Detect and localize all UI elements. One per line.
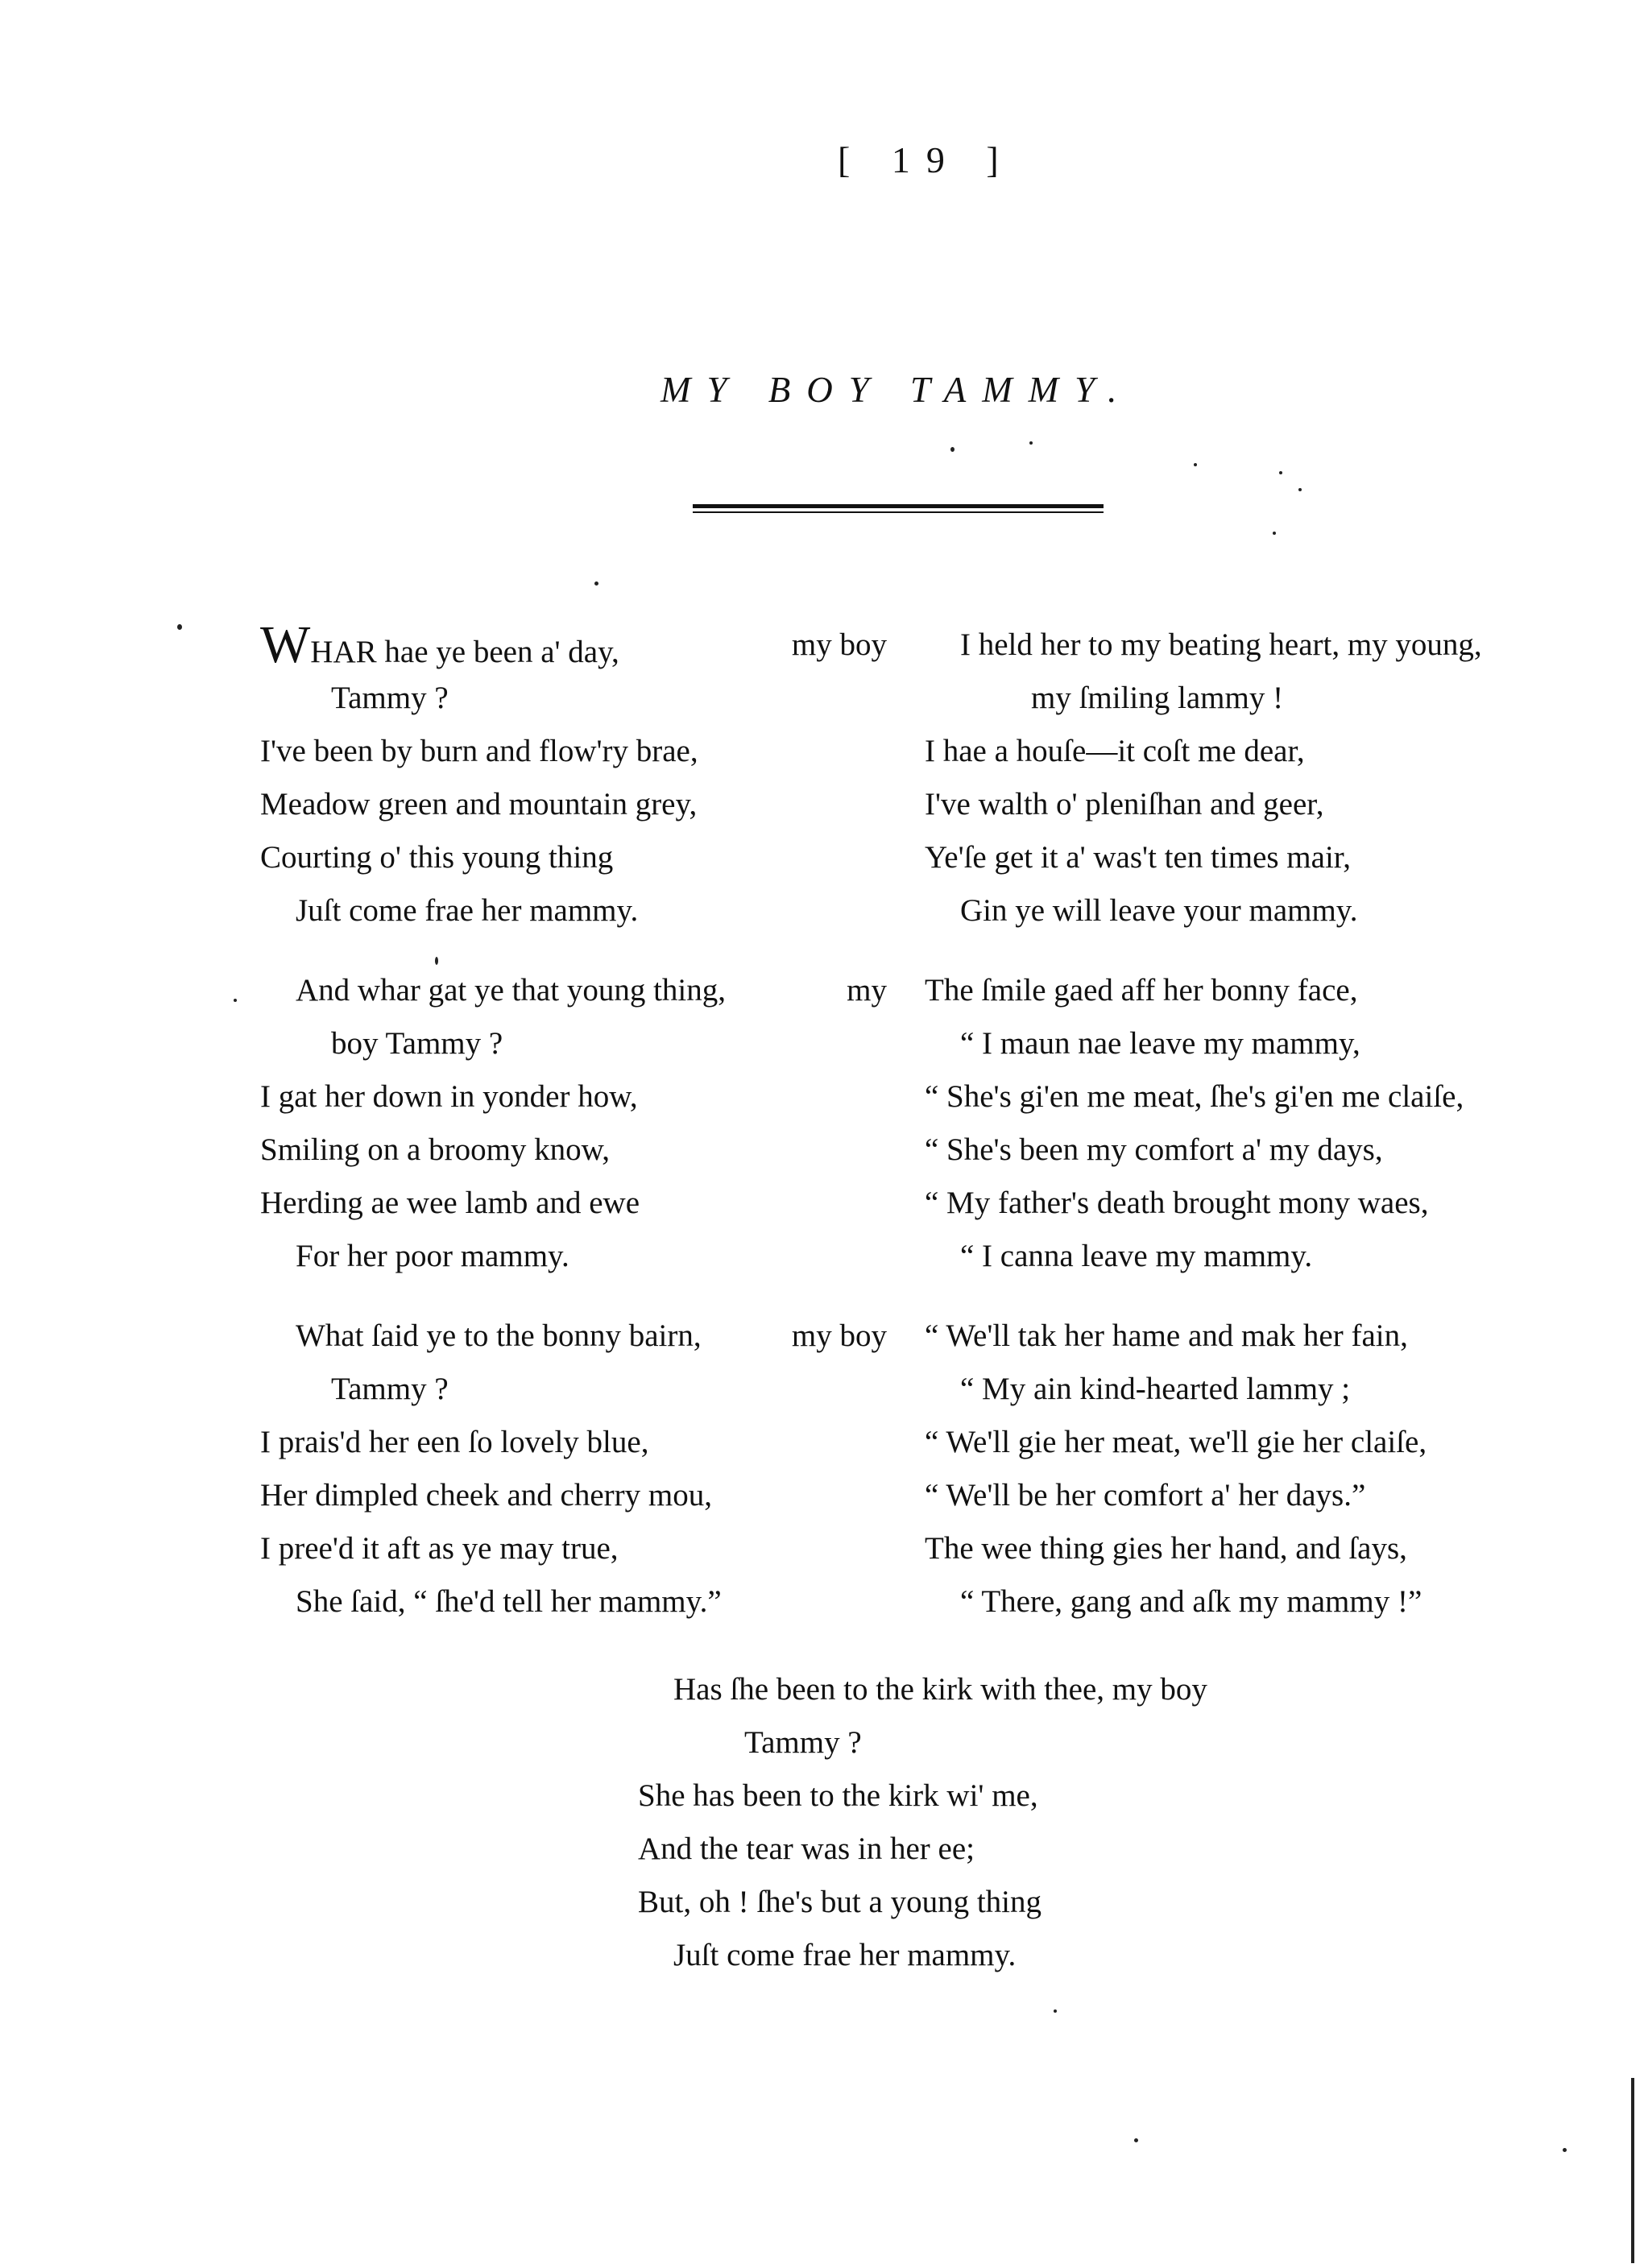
ink-speck bbox=[1298, 488, 1302, 491]
drop-cap: W bbox=[260, 615, 311, 674]
ink-speck bbox=[950, 447, 955, 452]
verse-line: “ She's been my comfort a' my days, bbox=[925, 1132, 1383, 1167]
ink-speck bbox=[435, 957, 438, 965]
stanza-left-2 bbox=[260, 964, 905, 1283]
stanza-gap bbox=[260, 937, 905, 964]
verse-line: She has been to the kirk wi' me, bbox=[638, 1778, 1038, 1813]
stanza-gap bbox=[260, 1283, 905, 1310]
stanza-right-1 bbox=[925, 619, 1593, 937]
ink-speck bbox=[1029, 441, 1033, 445]
ink-speck bbox=[1194, 463, 1197, 466]
verse-line: Tammy ? bbox=[331, 1372, 449, 1406]
verse-line: Smiling on a broomy know, bbox=[260, 1132, 611, 1167]
stanza-gap bbox=[925, 1283, 1593, 1310]
verse-line: I've been by burn and flow'ry brae, bbox=[260, 734, 698, 768]
verse-line-text: What ſaid ye to the bonny bairn, bbox=[296, 1318, 702, 1353]
stanza-right-2 bbox=[925, 964, 1593, 1283]
verse-line: Meadow green and mountain grey, bbox=[260, 787, 698, 822]
right-column bbox=[925, 619, 1593, 1629]
verse-line: Herding ae wee lamb and ewe bbox=[260, 1186, 640, 1220]
first-line-text: HAR hae ye been a' day, bbox=[310, 635, 619, 669]
verse-line: “ There, gang and aſk my mammy !” bbox=[960, 1584, 1422, 1619]
verse-line: Tammy ? bbox=[744, 1725, 862, 1760]
ink-speck bbox=[1054, 2009, 1057, 2013]
verse-line: I held her to my beating heart, my young, bbox=[960, 627, 1482, 662]
verse-line: “ We'll be her comfort a' her days.” bbox=[925, 1478, 1366, 1513]
verse-line: I gat her down in yonder how, bbox=[260, 1079, 638, 1114]
ink-speck bbox=[1134, 2138, 1138, 2142]
stanza-left-1 bbox=[260, 615, 905, 937]
verse-line: “ My ain kind-hearted lammy ; bbox=[960, 1372, 1351, 1406]
verse-line bbox=[260, 964, 887, 1017]
verse-line: But, oh ! ſhe's but a young thing bbox=[638, 1885, 1042, 1919]
title-rule bbox=[693, 504, 1104, 512]
verse-line: “ She's gi'en me meat, ſhe's gi'en me claiſe, bbox=[925, 1079, 1464, 1114]
verse-line: Courting o' this young thing bbox=[260, 840, 614, 875]
verse-line: The ſmile gaed aff her bonny face, bbox=[925, 973, 1358, 1008]
verse-line: I've walth o' pleniſhan and geer, bbox=[925, 787, 1324, 822]
verse-line: “ My father's death brought mony waes, bbox=[925, 1186, 1429, 1220]
title-rule-thick bbox=[693, 504, 1104, 508]
stanza-right-3 bbox=[925, 1310, 1593, 1629]
verse-line: I hae a houſe—it coſt me dear, bbox=[925, 734, 1305, 768]
verse-line: boy Tammy ? bbox=[331, 1026, 503, 1061]
verse-line: Has ſhe been to the kirk with thee, my boy bbox=[673, 1672, 1207, 1707]
final-stanza bbox=[638, 1663, 1298, 1982]
verse-line bbox=[260, 615, 887, 674]
first-line-opening bbox=[260, 615, 619, 674]
verse-line: For her poor mammy. bbox=[296, 1239, 569, 1273]
verse-line: I prais'd her een ſo lovely blue, bbox=[260, 1425, 649, 1459]
verse-line: Juſt come frae her mammy. bbox=[296, 893, 639, 928]
verse-line: my ſmiling lammy ! bbox=[1031, 681, 1284, 715]
left-column bbox=[260, 615, 905, 1629]
page-edge-mark bbox=[1631, 2078, 1634, 2263]
stanza-left-3 bbox=[260, 1310, 905, 1629]
verse-line: “ I maun nae leave my mammy, bbox=[960, 1026, 1360, 1061]
verse-line: Ye'ſe get it a' was't ten times mair, bbox=[925, 840, 1351, 875]
stanza-gap bbox=[925, 937, 1593, 964]
ink-speck bbox=[1279, 471, 1282, 474]
verse-line: Tammy ? bbox=[331, 681, 449, 715]
ink-speck bbox=[177, 624, 182, 630]
verse-line: I pree'd it aft as ye may true, bbox=[260, 1531, 619, 1566]
page-number: [ 19 ] bbox=[838, 139, 1015, 180]
verse-line: Juſt come frae her mammy. bbox=[673, 1938, 1017, 1972]
verse-line: “ I canna leave my mammy. bbox=[960, 1239, 1313, 1273]
ink-speck bbox=[1273, 532, 1276, 535]
verse-line: “ We'll tak her hame and mak her fain, bbox=[925, 1318, 1408, 1353]
verse-line: Gin ye will leave your mammy. bbox=[960, 893, 1358, 928]
verse-line-text: And whar gat ye that young thing, bbox=[296, 973, 726, 1008]
verse-line: “ We'll gie her meat, we'll gie her claiſe, bbox=[925, 1425, 1427, 1459]
verse-line: And the tear was in her ee; bbox=[638, 1831, 975, 1866]
first-line-tail: my boy bbox=[791, 627, 887, 662]
ink-speck bbox=[234, 999, 237, 1002]
poem-title: MY BOY TAMMY. bbox=[660, 370, 1133, 410]
ink-speck bbox=[1563, 2148, 1567, 2152]
verse-line-tail: my bbox=[847, 973, 887, 1008]
ink-speck bbox=[594, 581, 598, 586]
title-rule-thin bbox=[693, 511, 1104, 513]
verse-line: She ſaid, “ ſhe'd tell her mammy.” bbox=[296, 1584, 722, 1619]
verse-line bbox=[260, 1310, 887, 1363]
verse-line: The wee thing gies her hand, and ſays, bbox=[925, 1531, 1407, 1566]
verse-line: Her dimpled cheek and cherry mou, bbox=[260, 1478, 712, 1513]
verse-line-tail: my boy bbox=[791, 1318, 887, 1353]
